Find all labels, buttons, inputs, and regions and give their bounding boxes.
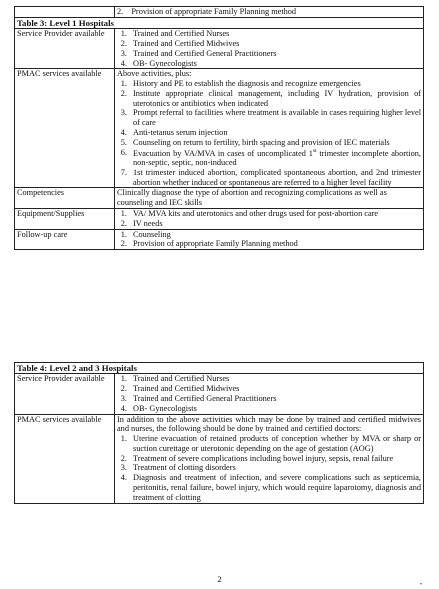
providers-list (117, 29, 421, 68)
list-item: 4. OB- Gynecologists (129, 404, 421, 414)
equipment-label: Equipment/Supplies (15, 208, 115, 229)
list-item: 4. Anti-tetanus serum injection (129, 128, 421, 138)
table-3 (14, 6, 424, 250)
list-item: 2. Institute appropriate clinical management, including IV hydration, provision of uterotonics or antibiotics when indicated (129, 89, 421, 109)
table-4-title-row (15, 363, 424, 374)
list-item: 2. Treatment of severe complications including bowel injury, sepsis, renal failure (129, 454, 421, 464)
list-item: 1. History and PE to establish the diagnosis and recognize emergencies (129, 79, 421, 89)
pmac-list (117, 79, 421, 187)
list-item: 2. Trained and Certified Midwives (129, 384, 421, 394)
pmac-label: PMAC services available (15, 414, 115, 503)
list-item: 1. Trained and Certified Nurses (129, 374, 421, 384)
list-item: 4. OB- Gynecologists (129, 59, 421, 69)
pmac-list (117, 434, 421, 502)
providers-label: Service Provider available (15, 374, 115, 414)
pmac-intro: Above activities, plus: (117, 69, 192, 79)
table-4-pmac-row (15, 414, 424, 503)
list-item: 3. Trained and Certified General Practitioners (129, 49, 421, 59)
list-item: 3. Trained and Certified General Practitioners (129, 394, 421, 404)
continuation-number: 2. (117, 7, 124, 16)
scan-mark: • (420, 582, 423, 588)
list-item: 3. Treatment of clotting disorders (129, 463, 421, 473)
list-item: 4. Diagnosis and treatment of infection, and severe complications such as septicemia, peritonitis, renal failure, bowel injury, which would require laparotomy, diagnosis and treatment of clotting (129, 473, 421, 502)
table-3-title: Table 3: Level 1 Hospitals (15, 17, 424, 28)
table-3-providers-row (15, 29, 424, 69)
providers-list (117, 374, 421, 413)
continuation-row (15, 7, 424, 18)
list-item: 2. IV needs (129, 219, 421, 229)
table-3-pmac-row (15, 69, 424, 188)
table-4-providers-row (15, 374, 424, 414)
pmac-label: PMAC services available (15, 69, 115, 188)
table-4 (14, 362, 424, 504)
table-4-title: Table 4: Level 2 and 3 Hospitals (15, 363, 424, 374)
list-item: 1. VA/ MVA kits and uterotonics and other drugs used for post-abortion care (129, 209, 421, 219)
list-item: 3. Prompt referral to facilities where treatment is available in cases requiring higher level of care (129, 108, 421, 128)
pmac-intro: In addition to the above activities which may be done by trained and certified midwives and nurses, the following should be done by trained and certified doctors: (117, 414, 421, 434)
list-item: 1. Uterine evacuation of retained products of conception whether by MVA or sharp or suction curettage or uterotonic depending on the age of gestation (AOG) (129, 434, 421, 454)
followup-label: Follow-up care (15, 229, 115, 250)
list-item: 7. 1st trimester induced abortion, complicated spontaneous abortion, and 2nd trimester abortion whether induced or spontaneous are referred to a higher level facility (129, 168, 421, 188)
list-item: 5. Counseling on return to fertility, birth spacing and provision of IEC materials (129, 138, 421, 148)
table-3-competencies-row (15, 188, 424, 209)
table-3-title-row (15, 17, 424, 28)
table-3-followup-row (15, 229, 424, 250)
providers-label: Service Provider available (15, 29, 115, 69)
list-item: 2. Provision of appropriate Family Planning method (129, 239, 421, 249)
list-item: 1. Counseling (129, 230, 421, 240)
followup-list (117, 230, 421, 250)
equipment-list (117, 209, 421, 229)
list-item: 1. Trained and Certified Nurses (129, 29, 421, 39)
page-number: 2 (217, 574, 222, 584)
list-item: 2. Trained and Certified Midwives (129, 39, 421, 49)
continuation-text: Provision of appropriate Family Planning method (131, 7, 297, 16)
competencies-text: Clinically diagnose the type of abortion and recognizing complications as well as counseling and IEC skills (115, 188, 424, 209)
table-3-equipment-row (15, 208, 424, 229)
list-item: 6. Evacuation by VA/MVA in cases of uncomplicated 1st trimester incomplete abortion, non-septic, septic, non-induced (129, 148, 421, 168)
competencies-label: Competencies (15, 188, 115, 209)
